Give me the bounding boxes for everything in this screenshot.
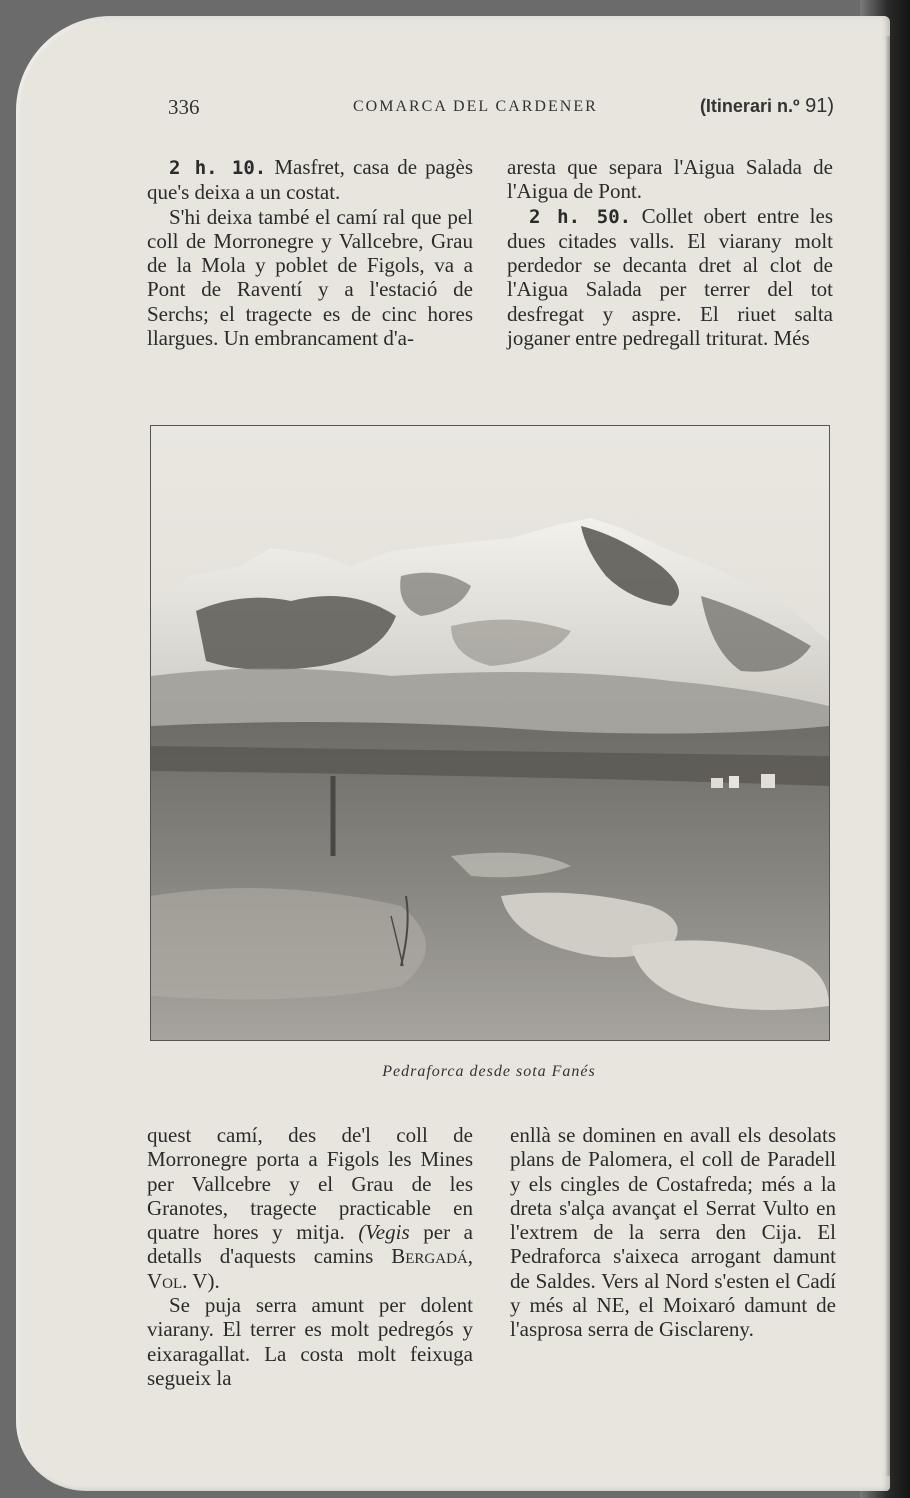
paragraph: [147, 155, 473, 205]
paragraph-text: per a detalls d'aquests camins: [147, 1220, 473, 1269]
paragraph: [147, 1123, 473, 1293]
running-title: COMARCA DEL CARDENER: [353, 98, 598, 115]
itinerary-number: 91): [805, 95, 834, 117]
mountain-photo-illustration: [151, 426, 829, 1040]
paragraph: [510, 1123, 836, 1342]
photograph-pedraforca: [150, 425, 830, 1041]
itinerary-reference: [700, 95, 834, 118]
paragraph-text: aresta que separa l'Aigua Salada de l'Aigua de Pont.: [507, 155, 833, 204]
paragraph-text: Collet obert entre les dues citades valls. El viarany molt perdedor se decanta dret al clot de l'Aigua Salada per terrer del tot desfregat y aspre. El riuet salta joganer entre pedregall triturat. Més: [507, 203, 834, 351]
italic-reference: (Vegis: [358, 1220, 410, 1245]
page-edge: [886, 36, 890, 1476]
paragraph-text: Masfret, casa de pagès que's deixa a un costat.: [147, 155, 473, 205]
top-right-column: [507, 155, 833, 350]
paragraph: [147, 1293, 473, 1390]
figure-caption: Pedraforca desde sota Fanés: [382, 1063, 596, 1080]
running-header: [168, 95, 834, 125]
paragraph: [507, 204, 833, 351]
itinerary-label: (Itinerari n.º: [699, 96, 800, 116]
time-mark: 2 h. 10.: [169, 157, 267, 179]
bottom-right-column: [510, 1123, 836, 1342]
smallcaps-reference: Bergadá, Vol. V: [147, 1244, 473, 1293]
paragraph-text: Se puja serra amunt per dolent viarany. El terrer es molt pedregós y eixaragallat. La costa molt feixuga segueix la: [147, 1293, 473, 1390]
paragraph-text: enllà se dominen en avall els desolats plans de Palomera, el coll de Paradell y els cingles de Costafreda; més a la dreta s'alça avançat el Serrat Vulto en l'extrem de la serra den Cija. El Pedraforca s'aixeca arrogant damunt de Saldes. Vers al Nord s'esten el Cadí y més al NE, el Moixaró damunt de l'asprosa serra de Gisclareny.: [510, 1123, 836, 1342]
paragraph: [147, 205, 473, 351]
top-left-column: [147, 155, 473, 350]
paragraph-text: quest camí, des de'l coll de Morronegre porta a Figols les Mines per Vallcebre y el Grau de les Granotes, tragecte practicable en quatre hores y mitja.: [147, 1123, 473, 1245]
time-mark: 2 h. 50.: [529, 205, 632, 228]
paragraph-text: ).: [207, 1268, 220, 1293]
paragraph: [507, 155, 833, 204]
paragraph-text: S'hi deixa també el camí ral que pel coll de Morronegre y Vallcebre, Grau de la Mola y poblet de Figols, va a Pont de Raventí y a l'estació de Serchs; el tragecte es de cinc hores llargues. Un embrancament d'a-: [147, 204, 473, 351]
page-number: 336: [168, 95, 200, 119]
bottom-left-column: [147, 1123, 473, 1390]
